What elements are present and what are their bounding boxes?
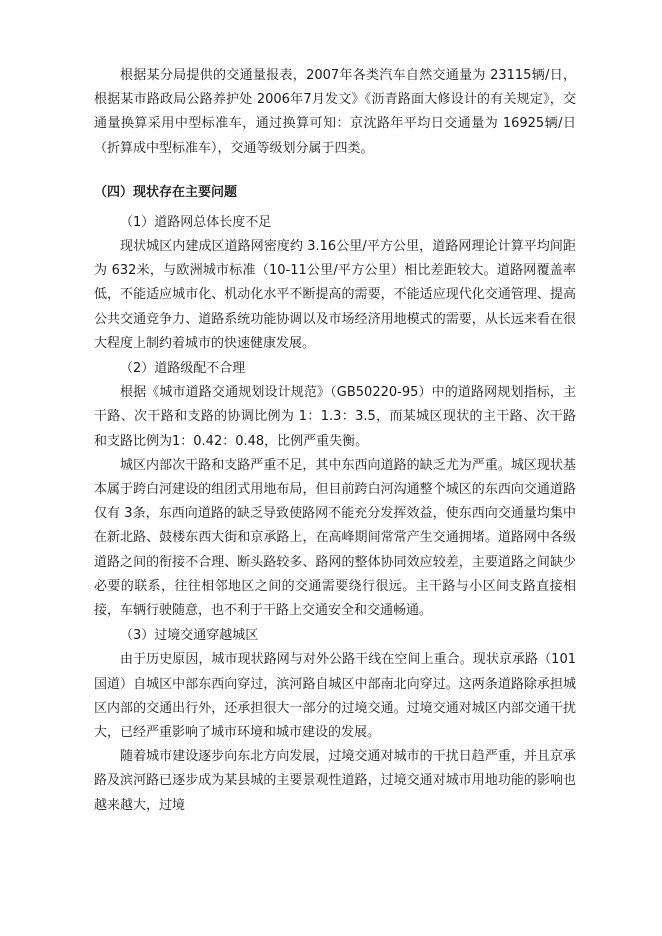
issue-1-body: 现状城区内建成区道路网密度约 3.16公里/平方公里，道路网理论计算平均间距为 632米，与欧洲城市标准（10-11公里/平方公里）相比差距较大。道路网覆盖率低，不能适应城市化、机动化水平不断提高的需要，不能适应现代化交通管理、提高公共交通竞争力、道路系统功能协调以及市场经济用地模式的需要，从长远来看在很大程度上制约着城市的快速健康发展。 [94, 239, 576, 351]
issue-3-body: 由于历史原因，城市现状路网与对外公路干线在空间上重合。现状京承路（101国道）自城区中部东西向穿过，滨河路自城区中部南北向穿过。这两条道路除承担城区内部的交通出行外，还承担很大一部分的过境交通。过境交通对城区内部交通干扰大，已经严重影响了城市环境和城市建设的发展。 [94, 652, 576, 741]
document-page [94, 64, 576, 818]
issue-3-body-continued: 随着城市建设逐步向东北方向发展，过境交通对城市的干扰日趋严重，并且京承路及滨河路已逐步成为某县城的主要景观性道路，过境交通对城市用地功能的影响也越来越大，过境 [94, 749, 576, 813]
section-4-heading: （四）现状存在主要问题 [94, 184, 238, 200]
issue-1-heading: （1）道路网总体长度不足 [120, 214, 272, 230]
issue-2-heading: （2）道路级配不合理 [120, 361, 246, 377]
traffic-volume-paragraph: 根据某分局提供的交通量报表，2007年各类汽车自然交通量为 23115辆/日，根据某市路政局公路养护处 2006年7月发文》《沥青路面大修设计的有关规定》，交通量换算采用中型标准车，通过换算可知：京沈路年平均日交通量为 16925辆/日（折算成中型标准车），交通等级划分属于四类。 [94, 68, 576, 156]
issue-2-body-continued: 城区内部次干路和支路严重不足，其中东西向道路的缺乏尤为严重。城区现状基本属于跨白河建设的组团式用地布局，但目前跨白河沟通整个城区的东西向交通道路仅有 3条，东西向道路的缺乏导致使路网不能充分发挥效益，使东西向交通量均集中在新北路、鼓楼东西大街和京承路上，在高峰期间常常产生交通拥堵。道路网中各级道路之间的衔接不合理、断头路较多、路网的整体协同效应较差，主要道路之间缺少必要的联系，往往相邻地区之间的交通需要绕行很远。主干路与小区间支路直接相接，车辆行驶随意，也不利于干路上交通安全和交通畅通。 [94, 457, 576, 619]
issue-2-body: 根据《城市道路交通规划设计规范》（GB50220-95）中的道路网规划指标，主干路、次干路和支路的协调比例为 1：1.3：3.5，而某城区现状的主干路、次干路和支路比例为1：0.42：0.48，比例严重失衡。 [94, 385, 576, 449]
issue-3-heading: （3）过境交通穿越城区 [120, 628, 259, 644]
